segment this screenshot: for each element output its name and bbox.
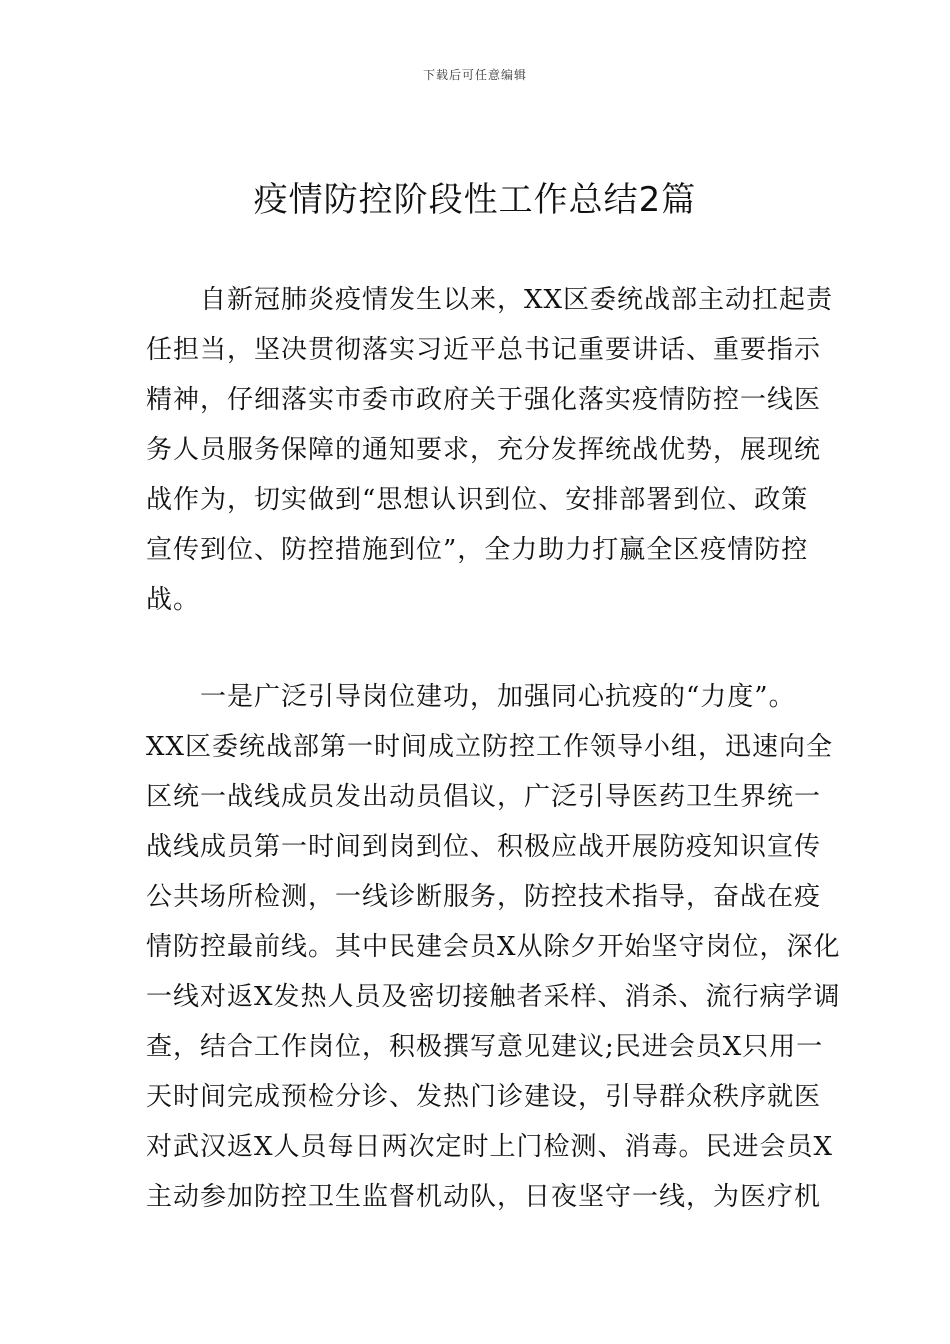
paragraph-line: 天时间完成预检分诊、发热门诊建设，引导群众秩序就医 — [146, 1082, 822, 1112]
paragraph-line: 精神，仔细落实市委市政府关于强化落实疫情防控一线医 — [146, 385, 822, 415]
paragraph-line: 一是广泛引导岗位建功，加强同心抗疫的“力度”。 — [146, 682, 796, 712]
paragraph-line: 情防控最前线。其中民建会员X从除夕开始坚守岗位，深化 — [146, 932, 841, 962]
paragraph-line: 务人员服务保障的通知要求，充分发挥统战优势，展现统 — [146, 435, 822, 465]
paragraph-line: 主动参加防控卫生监督机动队，日夜坚守一线，为医疗机 — [146, 1182, 822, 1212]
paragraph-2 — [146, 672, 841, 1222]
document-title: 疫情防控阶段性工作总结2篇 — [253, 180, 697, 220]
paragraph-line: 宣传到位、防控措施到位”，全力助力打赢全区疫情防控 — [146, 535, 809, 565]
paragraph-line: 一线对返X发热人员及密切接触者采样、消杀、流行病学调 — [146, 982, 841, 1012]
paragraph-line: 公共场所检测，一线诊断服务，防控技术指导，奋战在疫 — [146, 882, 822, 912]
paragraph-line: 区统一战线成员发出动员倡议，广泛引导医药卫生界统一 — [146, 782, 822, 812]
paragraph-line: 战。 — [146, 585, 201, 615]
paragraph-line: 任担当，坚决贯彻落实习近平总书记重要讲话、重要指示 — [146, 335, 822, 365]
paragraph-line: 战线成员第一时间到岗到位、积极应战开展防疫知识宣传 — [146, 832, 822, 862]
paragraph-line: 对武汉返X人员每日两次定时上门检测、消毒。民进会员X — [146, 1132, 834, 1162]
paragraph-line: 战作为，切实做到“思想认识到位、安排部署到位、政策 — [146, 485, 809, 515]
paragraph-line: XX区委统战部第一时间成立防控工作领导小组，迅速向全 — [146, 732, 834, 762]
header-note: 下载后可任意编辑 — [422, 68, 527, 82]
paragraph-line: 查，结合工作岗位，积极撰写意见建议;民进会员X只用一 — [146, 1032, 824, 1062]
paragraph-1 — [146, 275, 834, 625]
paragraph-line: 自新冠肺炎疫情发生以来，XX区委统战部主动扛起责 — [146, 285, 834, 315]
